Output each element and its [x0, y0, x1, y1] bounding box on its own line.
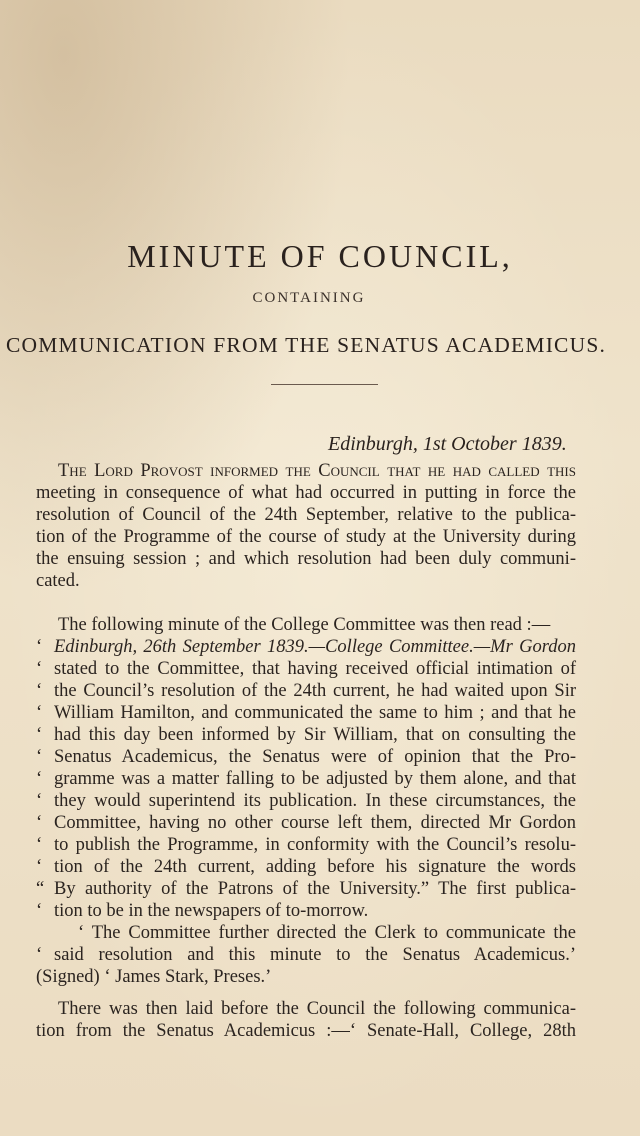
quoted-line	[36, 790, 576, 812]
page-subtitle: COMMUNICATION FROM THE SENATUS ACADEMICUS.	[5, 333, 607, 357]
paragraph-line-text: The Lord Provost informed the Council that he had called this	[58, 461, 576, 481]
quoted-line	[36, 636, 576, 658]
quoted-line-text: said resolution and this minute to the Senatus Academicus.’	[54, 945, 576, 965]
quoted-line	[36, 680, 576, 702]
paragraph-line: cated.	[36, 571, 80, 591]
paragraph-line: tion from the Senatus Academicus :—‘ Senate-Hall, College, 28th	[36, 1021, 576, 1041]
paragraph-3	[36, 998, 576, 1042]
quoted-line-text: had this day been informed by Sir William, that on consulting the	[54, 725, 576, 745]
quoted-line-text: Senatus Academicus, the Senatus were of opinion that the Pro-	[54, 747, 576, 767]
quote-mark: ‘	[36, 945, 43, 965]
quote-mark: ‘	[36, 769, 43, 789]
signature-line: (Signed) ‘ James Stark, Preses.’	[36, 967, 272, 987]
quote-mark: ‘	[36, 659, 43, 679]
containing-label: CONTAINING	[252, 290, 366, 306]
quoted-line-text: Edinburgh, 26th September 1839.—College Committee.—Mr Gordon	[54, 637, 576, 657]
quote-mark: ‘	[36, 747, 43, 767]
paragraph-line: resolution of Council of the 24th September, relative to the publica-	[36, 505, 576, 525]
quoted-line	[36, 724, 576, 746]
page-title: MINUTE OF COUNCIL,	[127, 238, 513, 274]
quoted-line-text: tion of the 24th current, adding before his signature the words	[54, 857, 576, 877]
quoted-line-text: By authority of the Patrons of the University.” The first publica-	[54, 879, 576, 899]
quoted-line-text: to publish the Programme, in conformity with the Council’s resolu-	[54, 835, 576, 855]
quoted-further-line: ‘ The Committee further directed the Clerk to communicate the	[78, 923, 576, 943]
quote-mark: ‘	[36, 857, 43, 877]
quoted-line-text: the Council’s resolution of the 24th current, he had waited upon Sir	[54, 681, 576, 701]
quoted-line	[36, 878, 576, 900]
paragraph-line: the ensuing session ; and which resolution had been duly communi-	[36, 549, 576, 569]
quoted-line-text: stated to the Committee, that having received official intimation of	[54, 659, 576, 679]
divider-rule	[271, 384, 378, 385]
paragraph-2	[36, 614, 576, 988]
committee-minute-quote	[36, 636, 576, 966]
quoted-line-text: tion to be in the newspapers of to-morrow.	[54, 901, 369, 921]
quote-mark: ‘	[36, 835, 43, 855]
quoted-line	[36, 944, 576, 966]
quoted-line-text: Committee, having no other course left them, directed Mr Gordon	[54, 813, 576, 833]
paragraph-line: There was then laid before the Council the following communica-	[58, 999, 576, 1019]
quoted-line	[36, 900, 576, 922]
quote-mark: ‘	[36, 637, 43, 657]
quote-mark: “	[36, 879, 45, 899]
paragraph-line	[36, 460, 576, 482]
quoted-line	[36, 658, 576, 680]
quoted-line	[36, 746, 576, 768]
quote-mark: ‘	[36, 813, 43, 833]
quoted-line	[36, 834, 576, 856]
quote-mark: ‘	[36, 791, 43, 811]
quote-mark: ‘	[36, 703, 43, 723]
quoted-line-text: they would superintend its publication. In these circumstances, the	[54, 791, 576, 811]
quoted-line	[36, 856, 576, 878]
paragraph-line: meeting in consequence of what had occurred in putting in force the	[36, 483, 576, 503]
quote-mark: ‘	[36, 725, 43, 745]
quoted-line	[36, 702, 576, 724]
paragraph-intro: The following minute of the College Committee was then read :—	[58, 615, 551, 635]
quoted-line	[36, 768, 576, 790]
paragraph-line: tion of the Programme of the course of study at the University during	[36, 527, 576, 547]
quoted-line-text: gramme was a matter falling to be adjusted by them alone, and that	[54, 769, 576, 789]
quote-mark: ‘	[36, 681, 43, 701]
paragraph-1	[36, 460, 576, 592]
quote-mark: ‘	[36, 901, 43, 921]
dateline: Edinburgh, 1st October 1839.	[328, 433, 567, 455]
quoted-line	[36, 812, 576, 834]
quoted-line-text: William Hamilton, and communicated the same to him ; and that he	[54, 703, 576, 723]
